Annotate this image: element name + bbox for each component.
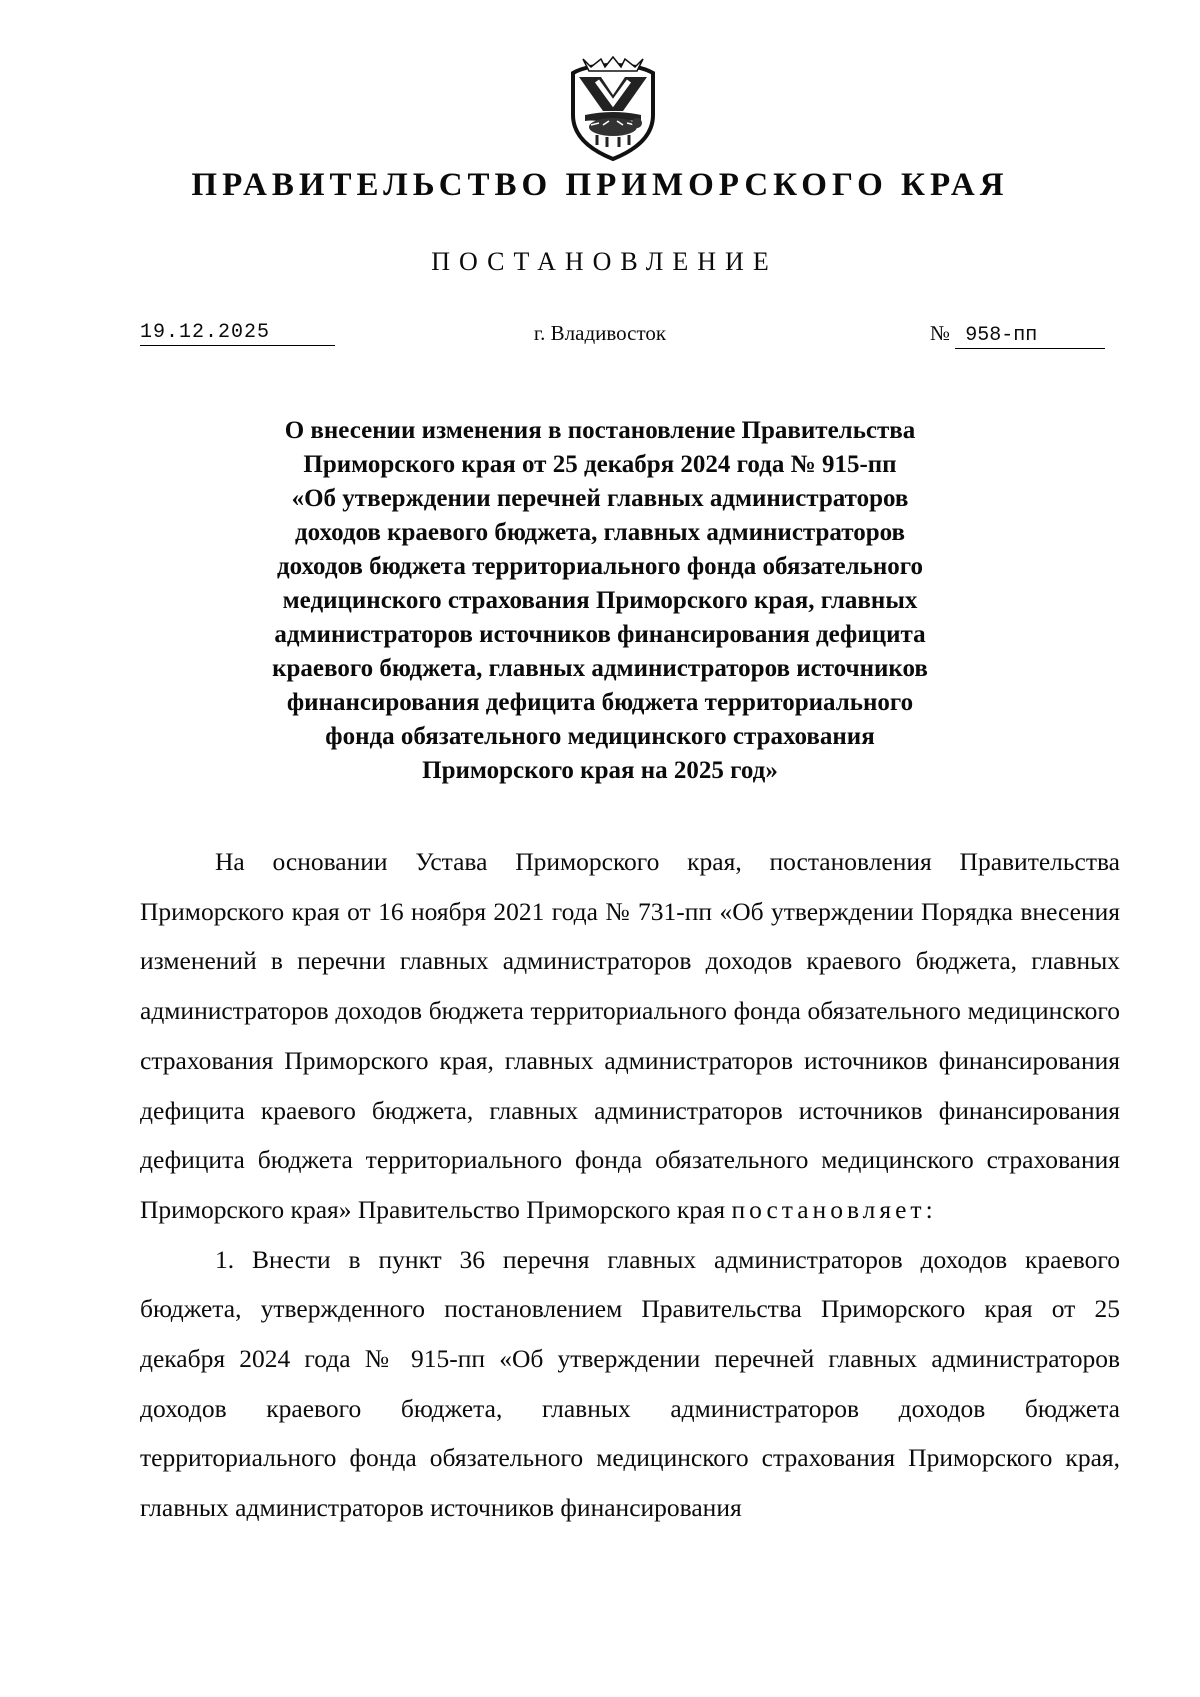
decree-subject bbox=[200, 414, 1000, 788]
subject-line: администраторов источников финансирования дефицита bbox=[274, 621, 926, 648]
decree-number-label: № bbox=[930, 321, 951, 345]
subject-line: фонда обязательного медицинского страхования bbox=[325, 723, 875, 750]
decree-body bbox=[140, 837, 1120, 1533]
preamble-end: : bbox=[925, 1194, 933, 1224]
subject-line: Приморского края от 25 декабря 2024 года № 915-пп bbox=[303, 451, 897, 478]
preamble-text: На основании Устава Приморского края, постановления Правительства Приморского края от 16 ноября 2021 года № 731-пп «Об утверждении Порядка внесения изменений в перечни главных администраторов доходов краевого бюджета, главных администраторов доходов бюджета территориального фонда обязательного медицинского страхования Приморского края, главных администраторов источников финансирования дефицита краевого бюджета, главных администраторов источников финансирования дефицита бюджета территориального фонда обязательного медицинского страхования Приморского края» Правительство Приморского края bbox=[140, 847, 1120, 1224]
coat-of-arms-icon bbox=[567, 55, 659, 165]
decree-city: г. Владивосток bbox=[533, 321, 667, 345]
government-title: ПРАВИТЕЛЬСТВО ПРИМОРСКОГО КРАЯ bbox=[191, 167, 1009, 203]
subject-line: О внесении изменения в постановление Правительства bbox=[284, 417, 916, 444]
subject-line: медицинского страхования Приморского края, главных bbox=[282, 587, 918, 614]
body-paragraph-preamble bbox=[140, 837, 1120, 1235]
subject-line: Приморского края на 2025 год» bbox=[422, 757, 778, 784]
body-paragraph-item-1: 1. Внести в пункт 36 перечня главных администраторов доходов краевого бюджета, утвержденного постановлением Правительства Приморского края от 25 декабря 2024 года № 915-пп «Об утверждении перечней главных администраторов доходов краевого бюджета, главных администраторов доходов бюджета территориального фонда обязательного медицинского страхования Приморского края, главных администраторов источников финансирования bbox=[140, 1244, 1120, 1523]
decree-number bbox=[930, 321, 1105, 349]
subject-line: доходов краевого бюджета, главных администраторов bbox=[295, 519, 905, 546]
subject-line: доходов бюджета территориального фонда обязательного bbox=[276, 553, 924, 580]
decree-date: 19.12.2025 bbox=[140, 321, 335, 346]
resolves-word: постановляет bbox=[731, 1194, 926, 1224]
decree-title: ПОСТАНОВЛЕНИЕ bbox=[431, 247, 778, 276]
subject-line: «Об утверждении перечней главных администраторов bbox=[291, 485, 909, 512]
subject-line: краевого бюджета, главных администраторов источников bbox=[272, 655, 928, 682]
decree-number-value: 958-пп bbox=[955, 324, 1105, 349]
subject-line: финансирования дефицита бюджета территориального bbox=[286, 689, 914, 716]
